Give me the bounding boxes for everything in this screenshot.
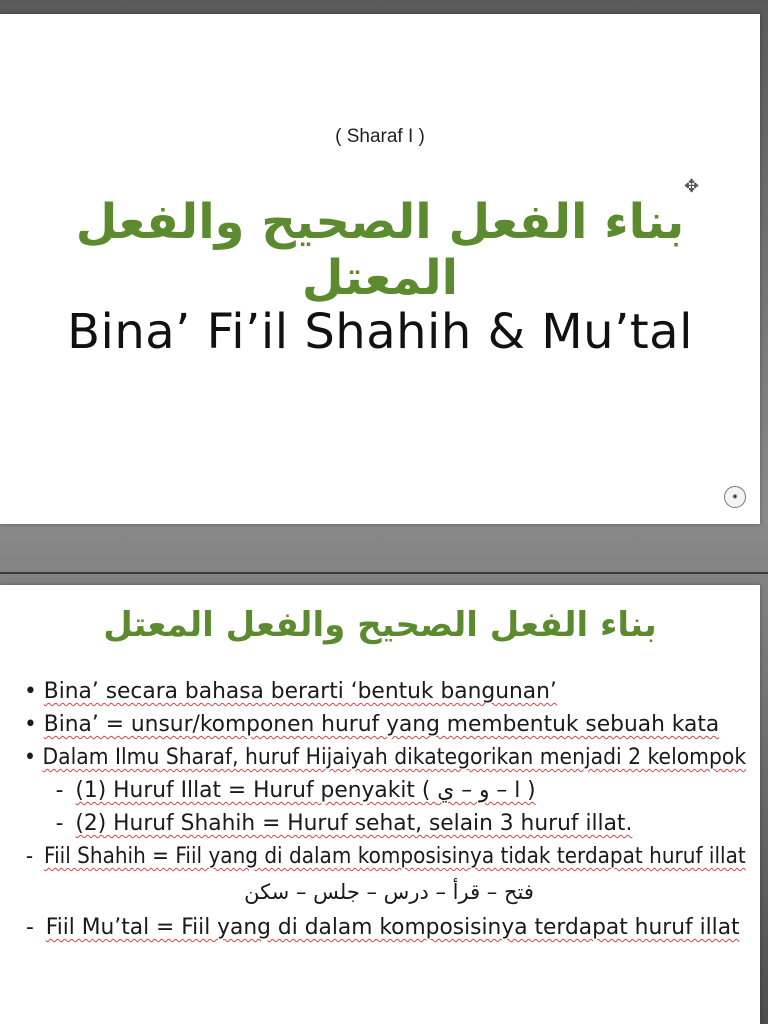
bullet-mark: • (24, 712, 37, 737)
bullet-mark: • (24, 679, 37, 704)
bullet-mark: • (24, 745, 37, 770)
dash-mark: - (55, 811, 64, 836)
dash-mark: - (25, 844, 34, 869)
list-item (24, 807, 746, 840)
arabic-examples-text: فتح – قرأ – درس – جلس – سكن (244, 880, 534, 904)
divider-line (0, 572, 768, 574)
list-item-text: Fiil Shahih = Fiil yang di dalam komposisinya tidak terdapat huruf illat (44, 844, 746, 869)
list-item (24, 675, 746, 708)
dash-mark: - (55, 778, 64, 803)
list-item-text: (1) Huruf Illat = Huruf penyakit ( ا – و – ي ) (75, 778, 536, 803)
list-item (24, 840, 746, 873)
list-item (24, 708, 746, 741)
slide-subtitle: ( Sharaf I ) (335, 126, 425, 147)
list-item-text: Bina’ = unsur/komponen huruf yang membentuk sebuah kata (43, 712, 720, 737)
arabic-heading: بناء الفعل الصحيح والفعل المعتل (103, 605, 657, 645)
bullet-list (24, 675, 754, 944)
list-item-text: Bina’ secara bahasa berarti ‘bentuk bangunan’ (43, 679, 557, 704)
list-item-text: (2) Huruf Shahih = Huruf sehat, selain 3 huruf illat. (75, 811, 633, 836)
list-item (24, 774, 746, 807)
latin-title-text: Bina’ Fi’il Shahih & Mu’tal (67, 304, 693, 360)
arabic-title: بناء الفعل الصحيح والفعل المعتل (75, 194, 685, 306)
arabic-examples (24, 873, 754, 911)
logo-badge-icon: ◉ (724, 486, 746, 508)
dash-mark: - (25, 915, 34, 940)
list-item (24, 911, 746, 944)
slide-1 (0, 14, 760, 524)
slide-2 (0, 585, 760, 1024)
list-item (24, 741, 747, 774)
list-item-text: Fiil Mu’tal = Fiil yang di dalam komposisinya terdapat huruf illat (45, 915, 740, 940)
latin-title (0, 304, 760, 360)
list-item-text: Dalam Ilmu Sharaf, huruf Hijaiyah dikategorikan menjadi 2 kelompok (42, 745, 747, 770)
move-cursor-icon: ✥ (684, 176, 700, 196)
